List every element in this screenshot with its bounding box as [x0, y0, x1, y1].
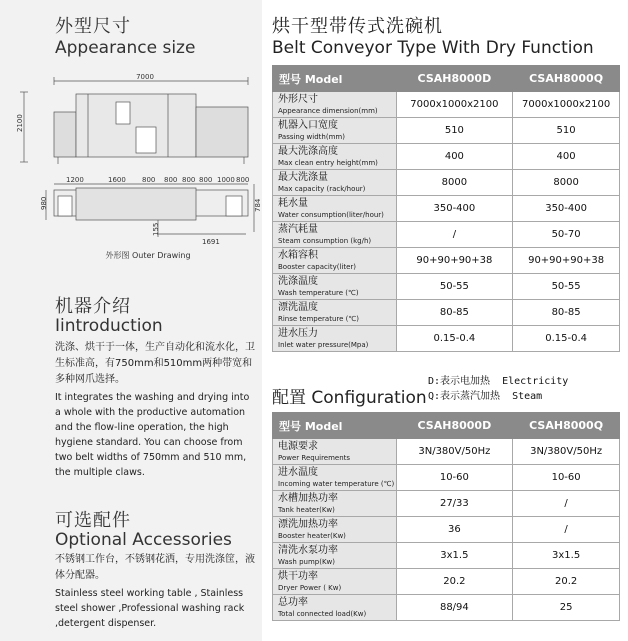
table-row: [273, 326, 620, 352]
table-row: [273, 517, 620, 543]
dim-plan-0: 1200: [66, 176, 84, 184]
dim-right: 784: [254, 198, 262, 212]
value-q: 80-85: [513, 300, 620, 326]
row-label-cn: 外形尺寸: [278, 93, 318, 105]
row-label-en: Total connected load(Kw): [278, 609, 367, 618]
config-header-row: [273, 413, 620, 439]
row-label-cn: 最大洗涤高度: [278, 145, 338, 157]
table-row: [273, 196, 620, 222]
drawing-caption: 外形图 Outer Drawing: [105, 251, 191, 260]
legend-en: Steam: [512, 391, 543, 402]
value-d: 0.15-0.4: [396, 326, 513, 352]
value-d: 3N/380V/50Hz: [396, 439, 513, 465]
row-label-cn: 耗水量: [278, 197, 308, 209]
intro-title-en: Iintroduction: [55, 316, 163, 336]
table-row: [273, 465, 620, 491]
product-title-cn: 烘干型带传式洗碗机: [272, 16, 443, 37]
appearance-title-cn: 外型尺寸: [55, 16, 131, 37]
accessories-title-en: Optional Accessories: [55, 530, 232, 550]
row-label-cn: 洗涤温度: [278, 275, 318, 287]
spec-header-model: 型号 Model: [273, 66, 397, 92]
config-header-model: 型号 Model: [273, 413, 397, 439]
intro-text-cn: 洗涤、烘干于一体，生产自动化和流水化，卫生标准高，有750mm和510mm两种带宽和多种网爪选择。: [55, 342, 255, 385]
table-row: [273, 274, 620, 300]
config-table: [272, 412, 620, 621]
product-title-en: Belt Conveyor Type With Dry Function: [272, 38, 594, 58]
value-q: 510: [513, 118, 620, 144]
value-q: 20.2: [513, 569, 620, 595]
value-d: 88/94: [396, 595, 513, 621]
accessories-text-cn: 不锈钢工作台，不锈钢花洒，专用洗涤筐，液体分配器。: [55, 554, 255, 581]
row-label-cn: 进水压力: [278, 327, 318, 339]
front-elevation: [20, 77, 248, 164]
row-label-cn: 水槽加热功率: [278, 492, 338, 504]
dim-length: 7000: [136, 73, 154, 81]
row-label-cn: 漂洗加热功率: [278, 518, 338, 530]
value-d: 90+90+90+38: [396, 248, 513, 274]
row-label-en: Booster capacity(liter): [278, 262, 357, 271]
dim-width: 980: [40, 196, 48, 210]
row-label-cn: 总功率: [278, 596, 308, 608]
legend-code: D:表示电加热: [428, 376, 491, 387]
row-label-en: Power Requirements: [278, 453, 351, 462]
dim-plan-6: 1000: [217, 176, 235, 184]
table-row: [273, 491, 620, 517]
table-row: [273, 222, 620, 248]
legend-code: Q:表示蒸汽加热: [428, 391, 501, 402]
row-label-en: Rinse temperature (℃): [278, 314, 359, 323]
row-label-cn: 清洗水泵功率: [278, 544, 338, 556]
table-row: [273, 569, 620, 595]
config-title: 配置 Configuration: [272, 388, 427, 408]
value-q: 7000x1000x2100: [513, 92, 620, 118]
row-label-cn: 漂洗温度: [278, 301, 318, 313]
legend-item: [428, 374, 568, 389]
plan-view: [46, 184, 254, 237]
spec-header-q: CSAH8000Q: [513, 66, 620, 92]
value-q: 50-70: [513, 222, 620, 248]
value-q: /: [513, 517, 620, 543]
value-d: 510: [396, 118, 513, 144]
dim-height: 2100: [16, 114, 24, 132]
table-row: [273, 543, 620, 569]
table-row: [273, 170, 620, 196]
table-row: [273, 595, 620, 621]
outer-drawing: [18, 72, 262, 262]
spec-header-d: CSAH8000D: [396, 66, 513, 92]
value-q: 50-55: [513, 274, 620, 300]
row-label-en: Incoming water temperature (℃): [278, 479, 395, 488]
value-d: 7000x1000x2100: [396, 92, 513, 118]
row-label-en: Water consumption(liter/hour): [278, 210, 384, 219]
value-q: 0.15-0.4: [513, 326, 620, 352]
value-d: /: [396, 222, 513, 248]
row-label-en: Steam consumption (kg/h): [278, 236, 372, 245]
value-q: 350-400: [513, 196, 620, 222]
value-q: 400: [513, 144, 620, 170]
config-legend: [428, 374, 568, 404]
value-q: /: [513, 491, 620, 517]
dim-plan-7: 800: [236, 176, 250, 184]
spec-header-row: [273, 66, 620, 92]
row-label-en: Appearance dimension(mm): [278, 106, 378, 115]
intro-title-cn: 机器介绍: [55, 296, 131, 317]
row-label-en: Wash pump(Kw): [278, 557, 335, 566]
row-label-en: Max capacity (rack/hour): [278, 184, 366, 193]
dim-plan-3: 800: [164, 176, 178, 184]
value-d: 27/33: [396, 491, 513, 517]
dim-bottom-left: 155: [152, 222, 160, 236]
row-label-cn: 机器入口宽度: [278, 119, 338, 131]
accessories-title-cn: 可选配件: [55, 510, 131, 531]
appearance-title-en: Appearance size: [55, 38, 196, 58]
dim-plan-5: 800: [199, 176, 213, 184]
row-label-en: Tank heater(Kw): [278, 505, 335, 514]
value-d: 8000: [396, 170, 513, 196]
table-row: [273, 248, 620, 274]
value-d: 20.2: [396, 569, 513, 595]
row-label-en: Dryer Power ( Kw): [278, 583, 342, 592]
intro-text-en: It integrates the washing and drying into a whole with the productive automation and the flow-line operation, the high hygiene standard. You can choose from two belt widths of 750mm and 510 mm, the multiple claws.: [55, 392, 250, 478]
value-d: 10-60: [396, 465, 513, 491]
accessories-text-en: Stainless steel working table , Stainless steel shower ,Professional washing rack ,detergent dispenser.: [55, 588, 245, 629]
row-label-cn: 水箱容积: [278, 249, 318, 261]
dim-plan-1: 1600: [108, 176, 126, 184]
row-label-cn: 蒸汽耗量: [278, 223, 318, 235]
value-d: 36: [396, 517, 513, 543]
row-label-en: Max clean entry height(mm): [278, 158, 378, 167]
dim-plan-4: 800: [182, 176, 196, 184]
row-label-en: Booster heater(Kw): [278, 531, 346, 540]
table-row: [273, 439, 620, 465]
table-row: [273, 300, 620, 326]
table-row: [273, 144, 620, 170]
value-d: 50-55: [396, 274, 513, 300]
value-q: 3N/380V/50Hz: [513, 439, 620, 465]
value-d: 400: [396, 144, 513, 170]
value-q: 8000: [513, 170, 620, 196]
dim-bottom-right: 1691: [202, 238, 220, 246]
value-q: 25: [513, 595, 620, 621]
row-label-cn: 进水温度: [278, 466, 318, 478]
value-d: 80-85: [396, 300, 513, 326]
spec-table: [272, 65, 620, 352]
dim-plan-2: 800: [142, 176, 156, 184]
config-header-q: CSAH8000Q: [513, 413, 620, 439]
config-header-d: CSAH8000D: [396, 413, 513, 439]
row-label-en: Passing width(mm): [278, 132, 345, 141]
table-row: [273, 92, 620, 118]
table-row: [273, 118, 620, 144]
row-label-cn: 烘干功率: [278, 570, 318, 582]
value-q: 3x1.5: [513, 543, 620, 569]
value-q: 10-60: [513, 465, 620, 491]
row-label-cn: 电源要求: [278, 440, 318, 452]
value-d: 3x1.5: [396, 543, 513, 569]
row-label-en: Wash temperature (℃): [278, 288, 359, 297]
legend-en: Electricity: [502, 376, 569, 387]
row-label-en: Inlet water pressure(Mpa): [278, 340, 369, 349]
value-d: 350-400: [396, 196, 513, 222]
value-q: 90+90+90+38: [513, 248, 620, 274]
row-label-cn: 最大洗涤量: [278, 171, 328, 183]
legend-item: [428, 389, 568, 404]
